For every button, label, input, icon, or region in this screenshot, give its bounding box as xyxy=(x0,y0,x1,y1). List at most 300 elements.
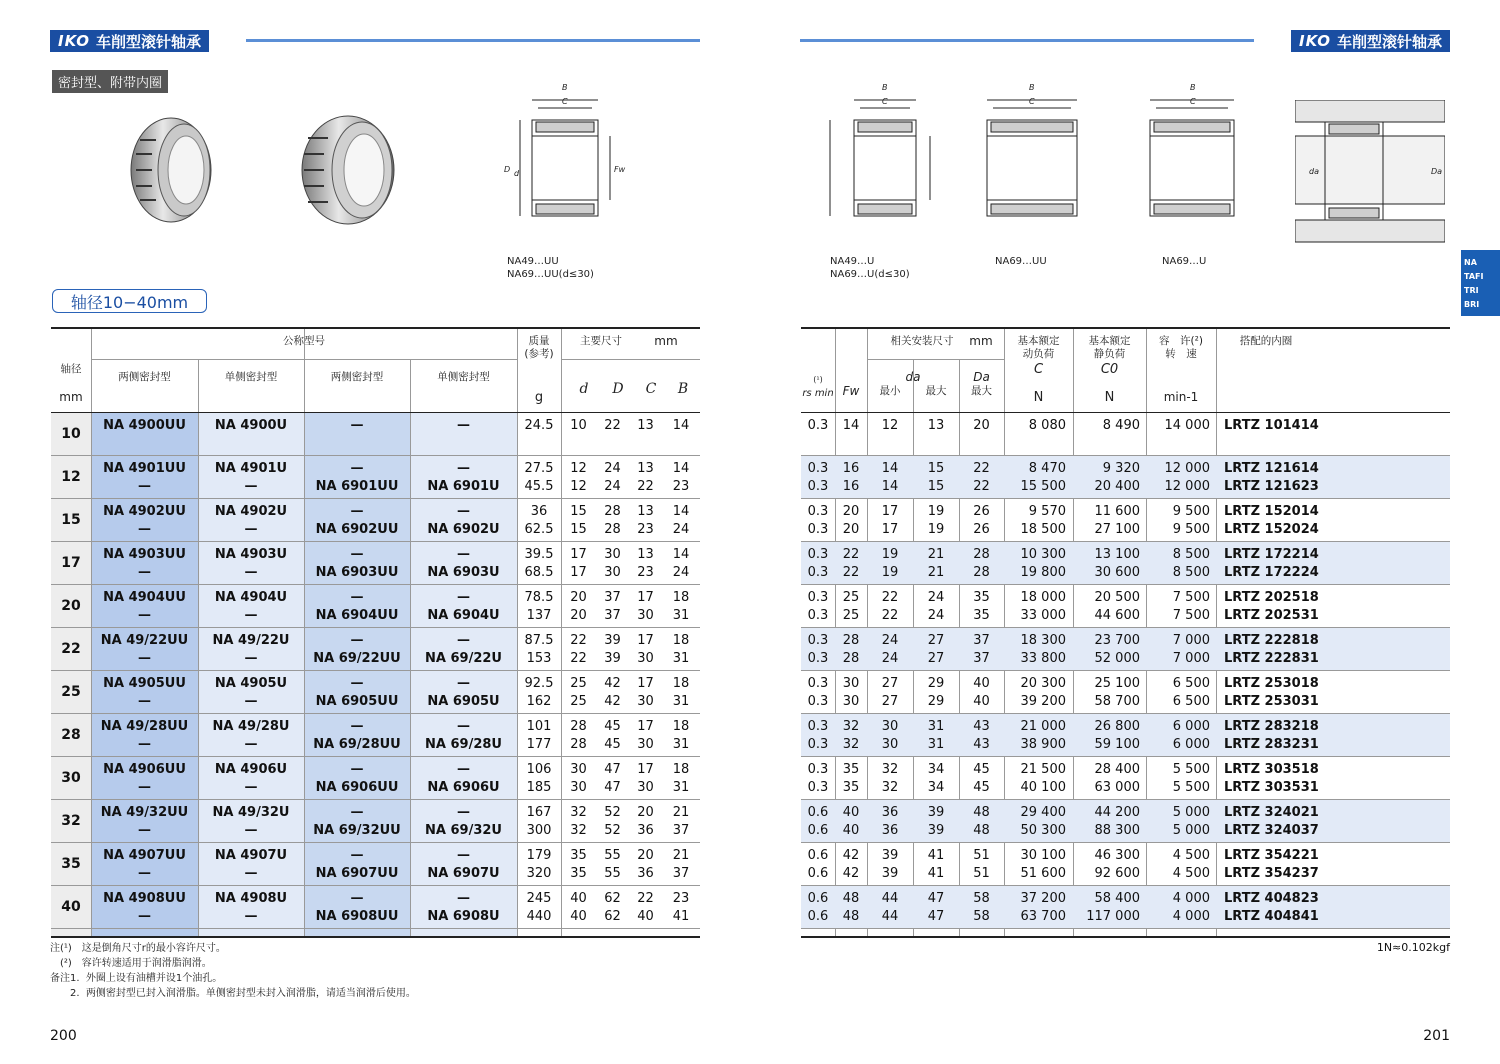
dim-C: 40 xyxy=(637,909,654,924)
dim-D: 24 xyxy=(604,479,621,494)
table-row xyxy=(801,886,1450,929)
rs-min: 0.6 xyxy=(807,823,829,838)
mass-value: 177 xyxy=(526,737,552,752)
table-row xyxy=(51,585,700,628)
mass-value: 320 xyxy=(526,866,552,881)
col-speed-unit: min-1 xyxy=(1163,390,1199,404)
model-double-seal: — xyxy=(138,608,151,623)
table-row xyxy=(801,843,1450,886)
fw-value: 42 xyxy=(842,848,860,863)
dim-D: 52 xyxy=(604,823,621,838)
cross-section-diagram-2 xyxy=(820,80,950,240)
rs-min: 0.3 xyxy=(807,780,829,795)
fw-value: 16 xyxy=(842,479,860,494)
dim-d: 35 xyxy=(570,866,587,881)
cross-section-diagram-3 xyxy=(955,80,1095,240)
dim-D: 39 xyxy=(604,651,621,666)
model-single-seal: — xyxy=(244,608,258,623)
dim-C: 17 xyxy=(637,676,654,691)
col-shaft-unit: mm xyxy=(59,390,83,404)
allowable-speed: 9 500 xyxy=(1172,504,1210,519)
static-load: 9 320 xyxy=(1102,461,1140,476)
table-row xyxy=(51,886,700,929)
inner-ring-model: LRTZ 283231 xyxy=(1224,737,1319,752)
model-single-seal-69: NA 6903U xyxy=(427,565,500,580)
static-load: 23 700 xyxy=(1094,633,1140,648)
category-side-tab[interactable] xyxy=(1461,250,1500,316)
model-double-seal-69: NA 6908UU xyxy=(315,909,399,924)
col-B: B xyxy=(677,381,689,397)
col-single-seal-2: 单侧密封型 xyxy=(437,371,490,383)
table-row xyxy=(51,714,700,757)
dim-d: 40 xyxy=(570,891,587,906)
allowable-speed: 6 000 xyxy=(1172,719,1210,734)
fw-value: 28 xyxy=(842,633,860,648)
Da-max: 48 xyxy=(973,823,990,838)
model-double-seal: — xyxy=(138,651,151,666)
dim-C: 13 xyxy=(637,504,654,519)
da-max: 21 xyxy=(927,565,945,580)
dim-d: 40 xyxy=(570,909,587,924)
diagram-caption-2: NA49…U NA69…U(d≤30) xyxy=(830,256,910,280)
footnote: (²) 容许转速适用于润滑脂润滑。 xyxy=(50,958,212,969)
diagram-caption-1: NA49…UU NA69…UU(d≤30) xyxy=(507,256,594,280)
table-row xyxy=(801,800,1450,843)
dim-C: 30 xyxy=(637,737,654,752)
dim-D: 30 xyxy=(604,547,621,562)
static-load: 28 400 xyxy=(1094,762,1140,777)
model-double-seal-69: NA 6902UU xyxy=(315,522,399,537)
model-single-seal: NA 4902U xyxy=(214,504,288,519)
dim-C: 17 xyxy=(637,633,654,648)
rs-min: 0.3 xyxy=(807,676,829,691)
Da-max: 26 xyxy=(973,504,990,519)
allowable-speed: 7 000 xyxy=(1172,633,1210,648)
model-single-seal-69: — xyxy=(457,547,470,562)
model-single-seal-69: NA 6905U xyxy=(427,694,500,709)
rs-min: 0.3 xyxy=(807,522,829,537)
dim-D: 45 xyxy=(604,719,621,734)
model-double-seal-69: NA 69/22UU xyxy=(313,651,401,666)
dim-C: 36 xyxy=(637,866,654,881)
rs-min: 0.3 xyxy=(807,651,829,666)
model-single-seal: — xyxy=(244,866,258,881)
fw-value: 35 xyxy=(842,762,860,777)
da-min: 27 xyxy=(881,694,899,709)
shaft-diameter: 22 xyxy=(61,641,81,657)
model-single-seal-69: NA 6908U xyxy=(427,909,500,924)
da-max: 27 xyxy=(927,633,945,648)
model-single-seal: NA 4904U xyxy=(214,590,288,605)
svg-text:Fw: Fw xyxy=(614,165,626,174)
col-dynamic-symbol: C xyxy=(1033,362,1044,377)
model-double-seal-69: — xyxy=(350,762,364,777)
shaft-diameter: 12 xyxy=(61,469,81,485)
model-double-seal-69: NA 6905UU xyxy=(315,694,399,709)
fw-value: 35 xyxy=(842,780,860,795)
dynamic-load: 33 000 xyxy=(1020,608,1066,623)
cross-section-diagram-4 xyxy=(1130,80,1240,240)
dynamic-load: 18 500 xyxy=(1020,522,1066,537)
static-load: 58 700 xyxy=(1094,694,1140,709)
mass-value: 179 xyxy=(526,848,552,863)
Da-max: 20 xyxy=(973,418,990,433)
Da-max: 35 xyxy=(973,590,990,605)
rs-min: 0.6 xyxy=(807,848,829,863)
svg-text:Da: Da xyxy=(1431,167,1443,176)
model-single-seal-69: NA 6907U xyxy=(427,866,500,881)
svg-text:B: B xyxy=(1190,83,1196,92)
col-speed: 容 许(²) 转 速 xyxy=(1159,335,1203,360)
svg-text:B: B xyxy=(1029,83,1035,92)
dynamic-load: 19 800 xyxy=(1020,565,1066,580)
model-single-seal-69: — xyxy=(457,762,470,777)
model-double-seal-69: NA 6907UU xyxy=(315,866,399,881)
dim-D: 62 xyxy=(604,909,621,924)
model-double-seal: NA 4906UU xyxy=(103,762,186,777)
dim-D: 55 xyxy=(604,848,621,863)
dim-D: 37 xyxy=(604,590,621,605)
model-double-seal: NA 4900UU xyxy=(103,418,186,433)
inner-ring-model: LRTZ 152014 xyxy=(1224,504,1319,519)
inner-ring-model: LRTZ 283218 xyxy=(1224,719,1319,734)
dim-C: 23 xyxy=(637,565,654,580)
model-single-seal-69: — xyxy=(457,676,470,691)
fw-value: 16 xyxy=(842,461,860,476)
dim-B: 21 xyxy=(672,848,690,863)
dim-B: 18 xyxy=(672,762,690,777)
Da-max: 48 xyxy=(973,805,990,820)
model-single-seal-69: NA 6904U xyxy=(427,608,500,623)
fw-value: 32 xyxy=(842,737,860,752)
da-min: 39 xyxy=(881,848,899,863)
dynamic-load: 8 080 xyxy=(1028,418,1066,433)
dim-D: 47 xyxy=(604,762,621,777)
dynamic-load: 9 570 xyxy=(1028,504,1066,519)
dim-D: 42 xyxy=(604,694,621,709)
model-double-seal-69: NA 6903UU xyxy=(315,565,399,580)
model-single-seal: NA 4907U xyxy=(214,848,288,863)
model-double-seal-69: — xyxy=(350,418,364,433)
static-load: 44 600 xyxy=(1094,608,1140,623)
rs-min: 0.3 xyxy=(807,418,829,433)
dim-B: 23 xyxy=(672,891,690,906)
allowable-speed: 6 500 xyxy=(1172,694,1210,709)
header-title: 车削型滚针轴承 xyxy=(96,32,202,51)
table-row xyxy=(51,413,700,456)
fw-value: 14 xyxy=(842,418,860,433)
svg-text:d: d xyxy=(514,169,520,178)
dim-d: 10 xyxy=(570,418,587,433)
model-double-seal: NA 49/22UU xyxy=(100,633,189,648)
svg-text:B: B xyxy=(882,83,888,92)
Da-max: 35 xyxy=(973,608,990,623)
table-body xyxy=(801,413,1450,936)
rs-note: (¹) xyxy=(813,375,823,384)
table-row xyxy=(801,413,1450,456)
fw-value: 22 xyxy=(842,565,860,580)
shaft-diameter: 15 xyxy=(61,512,81,528)
rs-min: 0.6 xyxy=(807,866,829,881)
dim-B: 37 xyxy=(672,823,690,838)
dynamic-load: 29 400 xyxy=(1020,805,1066,820)
model-double-seal: NA 4901UU xyxy=(103,461,186,476)
dim-D: 52 xyxy=(604,805,621,820)
dim-C: 22 xyxy=(637,891,654,906)
da-min: 14 xyxy=(881,461,899,476)
col-static-unit: N xyxy=(1104,390,1115,405)
mass-value: 78.5 xyxy=(524,590,554,605)
model-single-seal: — xyxy=(244,780,258,795)
mass-value: 36 xyxy=(530,504,548,519)
inner-ring-model: LRTZ 404841 xyxy=(1224,909,1319,924)
Da-max: 37 xyxy=(973,651,990,666)
col-da: da xyxy=(905,370,921,384)
inner-ring-model: LRTZ 172214 xyxy=(1224,547,1319,562)
dim-D: 42 xyxy=(604,676,621,691)
shaft-diameter: 40 xyxy=(61,899,81,915)
dim-C: 30 xyxy=(637,651,654,666)
table-body xyxy=(51,413,700,936)
mass-value: 440 xyxy=(526,909,552,924)
fw-value: 25 xyxy=(842,608,860,623)
model-single-seal-69: — xyxy=(457,633,470,648)
dim-D: 47 xyxy=(604,780,621,795)
dim-C: 30 xyxy=(637,608,654,623)
model-single-seal-69: — xyxy=(457,590,470,605)
mass-value: 87.5 xyxy=(524,633,554,648)
da-min: 32 xyxy=(881,762,899,777)
allowable-speed: 5 500 xyxy=(1172,762,1210,777)
page-header-right xyxy=(800,30,1450,52)
dim-d: 20 xyxy=(570,608,587,623)
model-double-seal: — xyxy=(138,694,151,709)
svg-text:da: da xyxy=(1309,167,1319,176)
dim-B: 18 xyxy=(672,676,690,691)
inner-ring-model: LRTZ 172224 xyxy=(1224,565,1319,580)
mass-value: 68.5 xyxy=(524,565,554,580)
model-double-seal-69: — xyxy=(350,461,364,476)
dim-C: 13 xyxy=(637,418,654,433)
dim-d: 30 xyxy=(570,780,587,795)
diagram-caption-3: NA69…UU xyxy=(995,256,1047,267)
fw-value: 20 xyxy=(842,522,860,537)
da-max: 34 xyxy=(927,762,945,777)
model-single-seal-69: — xyxy=(457,891,470,906)
model-single-seal-69: — xyxy=(457,418,470,433)
table-row xyxy=(51,671,700,714)
dim-B: 21 xyxy=(672,805,690,820)
Da-max: 40 xyxy=(973,694,990,709)
da-max: 21 xyxy=(927,547,945,562)
mass-value: 167 xyxy=(526,805,552,820)
dynamic-load: 21 000 xyxy=(1020,719,1066,734)
da-min: 36 xyxy=(881,823,899,838)
da-min: 22 xyxy=(881,608,899,623)
dim-B: 18 xyxy=(672,633,690,648)
model-single-seal: NA 4901U xyxy=(214,461,288,476)
dim-D: 55 xyxy=(604,866,621,881)
dim-d: 28 xyxy=(570,737,587,752)
inner-ring-model: LRTZ 152024 xyxy=(1224,522,1319,537)
model-single-seal-69: NA 6906U xyxy=(427,780,500,795)
fw-value: 42 xyxy=(842,866,860,881)
da-max: 31 xyxy=(927,737,945,752)
model-single-seal: NA 49/32U xyxy=(212,805,290,820)
rs-min: 0.3 xyxy=(807,479,829,494)
dim-B: 31 xyxy=(672,780,690,795)
mass-value: 137 xyxy=(526,608,552,623)
static-load: 25 100 xyxy=(1094,676,1140,691)
static-load: 44 200 xyxy=(1094,805,1140,820)
model-double-seal: — xyxy=(138,909,151,924)
table-row xyxy=(801,757,1450,800)
table-row xyxy=(801,628,1450,671)
mounting-diagram xyxy=(1295,100,1445,250)
da-min: 17 xyxy=(881,504,899,519)
model-double-seal: NA 49/32UU xyxy=(100,805,189,820)
model-double-seal-69: NA 6904UU xyxy=(315,608,399,623)
dim-D: 62 xyxy=(604,891,621,906)
dim-B: 14 xyxy=(672,547,690,562)
inner-ring-model: LRTZ 404823 xyxy=(1224,891,1319,906)
allowable-speed: 5 500 xyxy=(1172,780,1210,795)
model-double-seal: NA 4903UU xyxy=(103,547,186,562)
dim-C: 36 xyxy=(637,823,654,838)
static-load: 13 100 xyxy=(1094,547,1140,562)
mass-value: 62.5 xyxy=(524,522,554,537)
model-double-seal: NA 4902UU xyxy=(103,504,186,519)
inner-ring-model: LRTZ 222831 xyxy=(1224,651,1319,666)
dim-B: 14 xyxy=(672,504,690,519)
table-header xyxy=(801,329,1450,413)
dim-B: 41 xyxy=(672,909,690,924)
footnote: 备注1. 外圈上设有油槽并设1个油孔。 xyxy=(50,973,223,984)
static-load: 88 300 xyxy=(1094,823,1140,838)
col-static-load: 基本额定 静负荷 xyxy=(1088,335,1131,360)
side-tab-item: TRI xyxy=(1464,286,1479,295)
da-min: 12 xyxy=(881,418,899,433)
allowable-speed: 4 500 xyxy=(1172,848,1210,863)
shaft-diameter: 32 xyxy=(61,813,81,829)
dynamic-load: 21 500 xyxy=(1020,762,1066,777)
svg-text:C: C xyxy=(1190,97,1196,106)
dynamic-load: 10 300 xyxy=(1020,547,1066,562)
da-max: 19 xyxy=(927,504,945,519)
fw-value: 48 xyxy=(842,909,860,924)
da-max: 47 xyxy=(927,891,945,906)
model-single-seal: — xyxy=(244,479,258,494)
mass-value: 24.5 xyxy=(524,418,554,433)
Da-max: 28 xyxy=(973,547,990,562)
dim-d: 12 xyxy=(570,479,587,494)
da-min: 19 xyxy=(881,565,899,580)
col-inner-ring: 搭配的内圈 xyxy=(1239,335,1293,347)
col-single-seal: 单侧密封型 xyxy=(224,371,278,383)
dim-C: 13 xyxy=(637,547,654,562)
da-max: 47 xyxy=(927,909,945,924)
col-rs: rs min xyxy=(802,388,834,399)
dim-B: 24 xyxy=(672,522,690,537)
da-min: 30 xyxy=(881,737,899,752)
header-rule xyxy=(246,39,700,42)
dynamic-load: 50 300 xyxy=(1020,823,1066,838)
model-double-seal-69: — xyxy=(350,891,364,906)
model-double-seal-69: — xyxy=(350,848,364,863)
inner-ring-model: LRTZ 324037 xyxy=(1224,823,1319,838)
rs-min: 0.6 xyxy=(807,909,829,924)
Da-max: 22 xyxy=(973,461,990,476)
rs-min: 0.3 xyxy=(807,694,829,709)
rs-min: 0.3 xyxy=(807,737,829,752)
da-min: 22 xyxy=(881,590,899,605)
brand-banner xyxy=(50,30,209,52)
model-single-seal-69: — xyxy=(457,719,470,734)
dim-B: 18 xyxy=(672,719,690,734)
dynamic-load: 40 100 xyxy=(1020,780,1066,795)
inner-ring-model: LRTZ 253018 xyxy=(1224,676,1319,691)
da-max: 34 xyxy=(927,780,945,795)
iko-logo: IKO xyxy=(1298,32,1331,50)
table-row xyxy=(801,585,1450,628)
fw-value: 20 xyxy=(842,504,860,519)
inner-ring-model: LRTZ 222818 xyxy=(1224,633,1319,648)
dim-B: 31 xyxy=(672,608,690,623)
dim-B: 31 xyxy=(672,737,690,752)
table-row xyxy=(801,456,1450,499)
rs-min: 0.3 xyxy=(807,762,829,777)
svg-text:D: D xyxy=(504,165,511,174)
model-double-seal-69: — xyxy=(350,590,364,605)
dynamic-load: 20 300 xyxy=(1020,676,1066,691)
fw-value: 22 xyxy=(842,547,860,562)
col-static-symbol: C0 xyxy=(1100,362,1119,377)
shaft-diameter: 10 xyxy=(61,426,81,442)
da-min: 19 xyxy=(881,547,899,562)
dynamic-load: 18 000 xyxy=(1020,590,1066,605)
section-tag: 密封型、附带内圈 xyxy=(52,70,168,93)
model-double-seal: NA 4905UU xyxy=(103,676,186,691)
dim-C: 17 xyxy=(637,719,654,734)
bearing-photo-2 xyxy=(298,110,398,230)
model-single-seal-69: NA 69/28U xyxy=(425,737,502,752)
fw-value: 32 xyxy=(842,719,860,734)
static-load: 52 000 xyxy=(1094,651,1140,666)
header-title: 车削型滚针轴承 xyxy=(1336,32,1442,51)
col-shaft: 轴径 xyxy=(60,363,82,375)
fw-value: 25 xyxy=(842,590,860,605)
dim-B: 14 xyxy=(672,461,690,476)
dim-d: 12 xyxy=(570,461,587,476)
da-max: 41 xyxy=(927,848,945,863)
dim-C: 30 xyxy=(637,780,654,795)
inner-ring-model: LRTZ 303531 xyxy=(1224,780,1319,795)
table-row xyxy=(51,757,700,800)
rs-min: 0.3 xyxy=(807,590,829,605)
model-single-seal-69: — xyxy=(457,461,470,476)
allowable-speed: 5 000 xyxy=(1172,823,1210,838)
col-mount: 相关安装尺寸 xyxy=(890,335,954,347)
inner-ring-model: LRTZ 303518 xyxy=(1224,762,1319,777)
dim-B: 23 xyxy=(672,479,690,494)
Da-max: 45 xyxy=(973,762,990,777)
da-max: 27 xyxy=(927,651,945,666)
model-double-seal: — xyxy=(138,737,151,752)
rs-min: 0.3 xyxy=(807,608,829,623)
mass-value: 153 xyxy=(526,651,552,666)
mass-value: 106 xyxy=(526,762,552,777)
Da-max: 37 xyxy=(973,633,990,648)
